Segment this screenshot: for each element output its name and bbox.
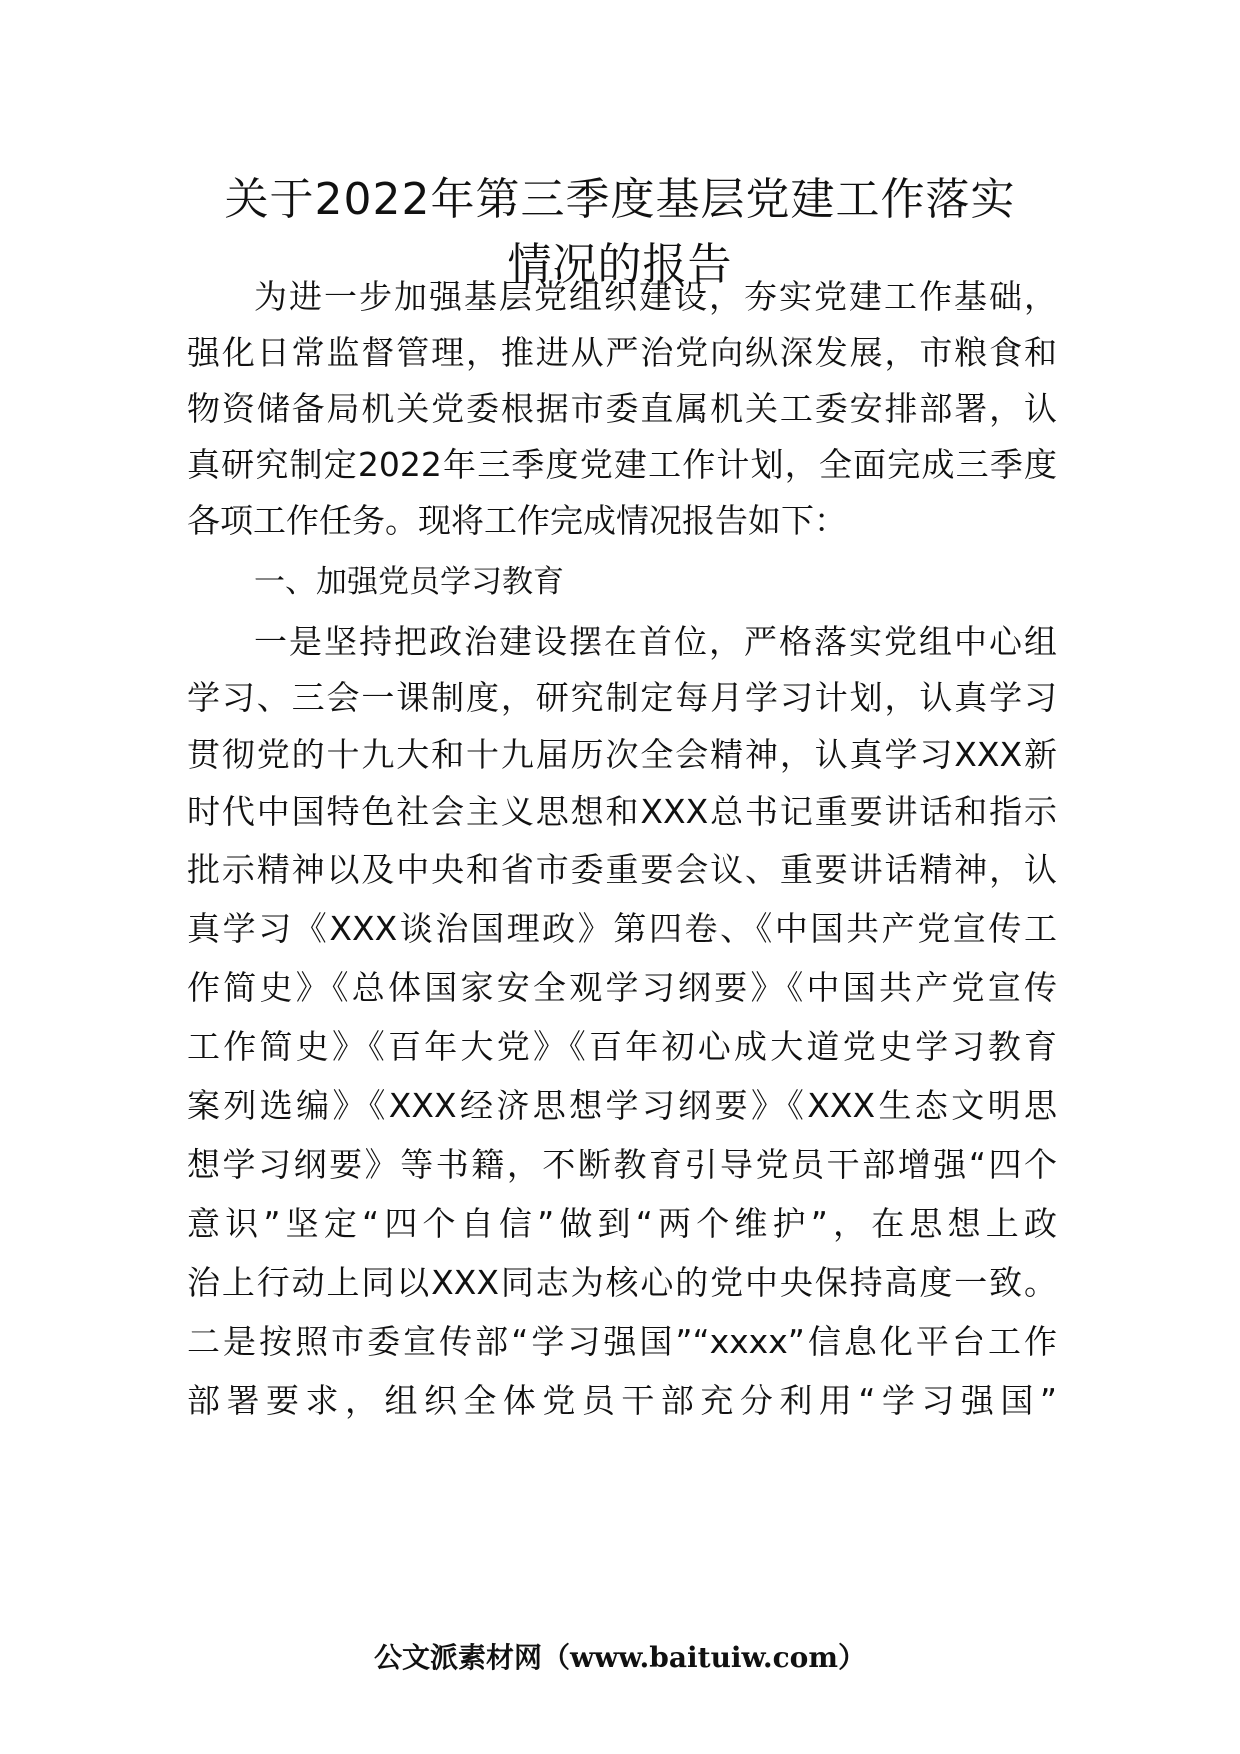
body-line: 贯彻党的十九大和十九届历次全会精神，认真学习XXX新 bbox=[187, 735, 1057, 774]
section-heading: 一、加强党员学习教育 bbox=[254, 564, 564, 600]
body-line: 各项工作任务。现将工作完成情况报告如下： bbox=[187, 501, 847, 540]
body-line: 治上行动上同以XXX同志为核心的党中央保持高度一致。 bbox=[187, 1263, 1057, 1302]
footer-watermark: 公文派素材网（www.baituiw.com） bbox=[374, 1641, 866, 1674]
body-line: 部署要求，组织全体党员干部充分利用“学习强国” bbox=[187, 1381, 1057, 1420]
body-line: 案列选编》《XXX经济思想学习纲要》《XXX生态文明思 bbox=[187, 1086, 1057, 1125]
body-line: 批示精神以及中央和省市委重要会议、重要讲话精神，认 bbox=[187, 850, 1057, 889]
body-line: 物资储备局机关党委根据市委直属机关工委安排部署，认 bbox=[187, 389, 1057, 428]
document-title-line-1: 关于2022年第三季度基层党建工作落实 bbox=[224, 174, 1016, 225]
body-line: 时代中国特色社会主义思想和XXX总书记重要讲话和指示 bbox=[187, 792, 1057, 831]
body-line: 意识”坚定“四个自信”做到“两个维护”，在思想上政 bbox=[187, 1204, 1057, 1243]
body-line: 想学习纲要》等书籍，不断教育引导党员干部增强“四个 bbox=[187, 1145, 1057, 1184]
body-line: 一是坚持把政治建设摆在首位，严格落实党组中心组 bbox=[254, 622, 1057, 661]
body-line: 强化日常监督管理，推进从严治党向纵深发展，市粮食和 bbox=[187, 333, 1057, 372]
body-line: 学习、三会一课制度，研究制定每月学习计划，认真学习 bbox=[187, 678, 1057, 717]
body-line: 作简史》《总体国家安全观学习纲要》《中国共产党宣传 bbox=[187, 968, 1057, 1007]
document-title-line-2: 情况的报告 bbox=[507, 239, 733, 290]
body-line: 为进一步加强基层党组织建设，夯实党建工作基础， bbox=[254, 277, 1057, 316]
body-line: 二是按照市委宣传部“学习强国”“xxxx”信息化平台工作 bbox=[187, 1322, 1057, 1361]
body-line: 工作简史》《百年大党》《百年初心成大道党史学习教育 bbox=[187, 1027, 1057, 1066]
body-line: 真研究制定2022年三季度党建工作计划，全面完成三季度 bbox=[187, 445, 1057, 484]
body-line: 真学习《XXX谈治国理政》第四卷、《中国共产党宣传工 bbox=[187, 909, 1057, 948]
